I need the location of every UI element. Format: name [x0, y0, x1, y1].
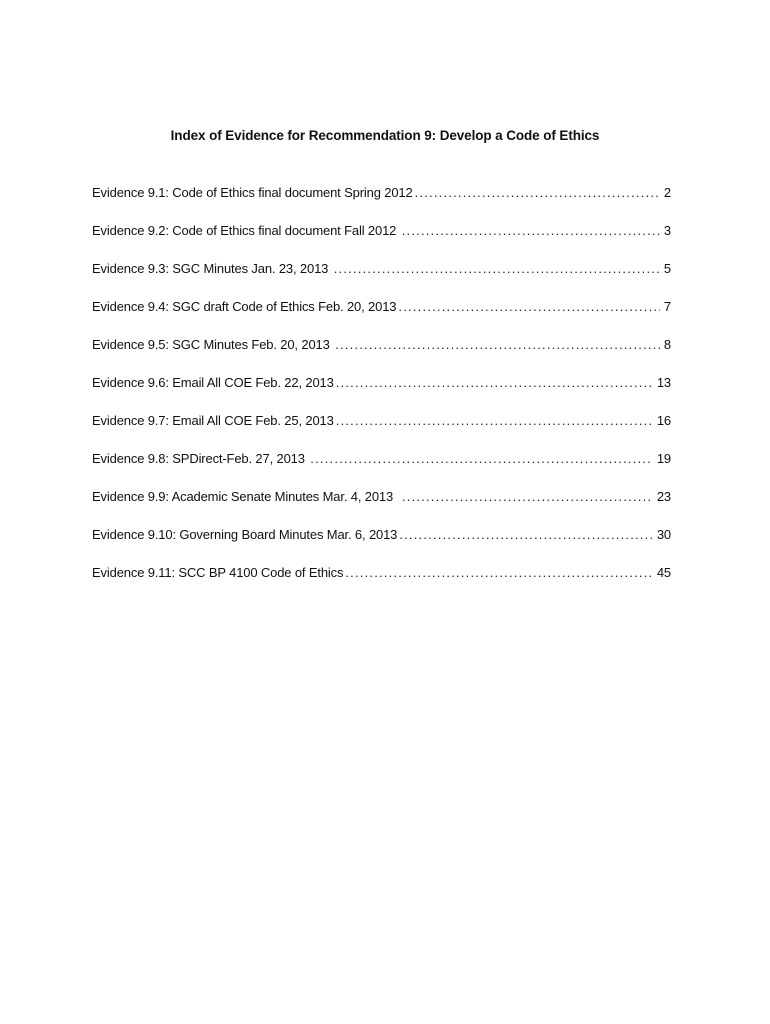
dot-leader — [402, 487, 653, 507]
entry-page-number: 7 — [663, 299, 671, 314]
dot-leader — [398, 297, 660, 317]
list-item — [92, 221, 671, 259]
dot-leader — [345, 563, 652, 583]
list-item — [92, 297, 671, 335]
entry-label: Evidence 9.6: Email All COE Feb. 22, 2013 — [92, 375, 334, 390]
dot-leader — [415, 183, 660, 203]
dot-leader — [399, 525, 653, 545]
entry-page-number: 3 — [663, 223, 671, 238]
entry-page-number: 13 — [656, 375, 671, 390]
entry-label: Evidence 9.9: Academic Senate Minutes Mar. 4, 2013 — [92, 489, 400, 504]
entry-label: Evidence 9.4: SGC draft Code of Ethics Feb. 20, 2013 — [92, 299, 397, 314]
dot-leader — [334, 259, 660, 279]
list-item — [92, 525, 671, 563]
entry-label: Evidence 9.10: Governing Board Minutes Mar. 6, 2013 — [92, 527, 398, 542]
list-item — [92, 563, 671, 601]
entry-page-number: 2 — [663, 185, 671, 200]
entry-page-number: 19 — [656, 451, 671, 466]
list-item — [92, 183, 671, 221]
entry-label: Evidence 9.3: SGC Minutes Jan. 23, 2013 — [92, 261, 332, 276]
list-item — [92, 411, 671, 449]
entry-label: Evidence 9.5: SGC Minutes Feb. 20, 2013 — [92, 337, 334, 352]
list-item — [92, 259, 671, 297]
list-item — [92, 449, 671, 487]
entry-label: Evidence 9.7: Email All COE Feb. 25, 2013 — [92, 413, 334, 428]
entry-label: Evidence 9.8: SPDirect-Feb. 27, 2013 — [92, 451, 309, 466]
page-title: Index of Evidence for Recommendation 9: Develop a Code of Ethics — [170, 128, 600, 143]
dot-leader — [402, 221, 660, 241]
list-item — [92, 335, 671, 373]
evidence-index-list — [92, 183, 671, 601]
dot-leader — [336, 373, 653, 393]
list-item — [92, 487, 671, 525]
dot-leader — [336, 411, 653, 431]
list-item — [92, 373, 671, 411]
entry-page-number: 45 — [656, 565, 671, 580]
entry-page-number: 23 — [656, 489, 671, 504]
dot-leader — [335, 335, 660, 355]
dot-leader — [310, 449, 653, 469]
entry-label: Evidence 9.2: Code of Ethics final document Fall 2012 — [92, 223, 400, 238]
entry-page-number: 30 — [656, 527, 671, 542]
entry-label: Evidence 9.1: Code of Ethics final document Spring 2012 — [92, 185, 413, 200]
entry-page-number: 8 — [663, 337, 671, 352]
entry-label: Evidence 9.11: SCC BP 4100 Code of Ethics — [92, 565, 344, 580]
entry-page-number: 16 — [656, 413, 671, 428]
entry-page-number: 5 — [663, 261, 671, 276]
